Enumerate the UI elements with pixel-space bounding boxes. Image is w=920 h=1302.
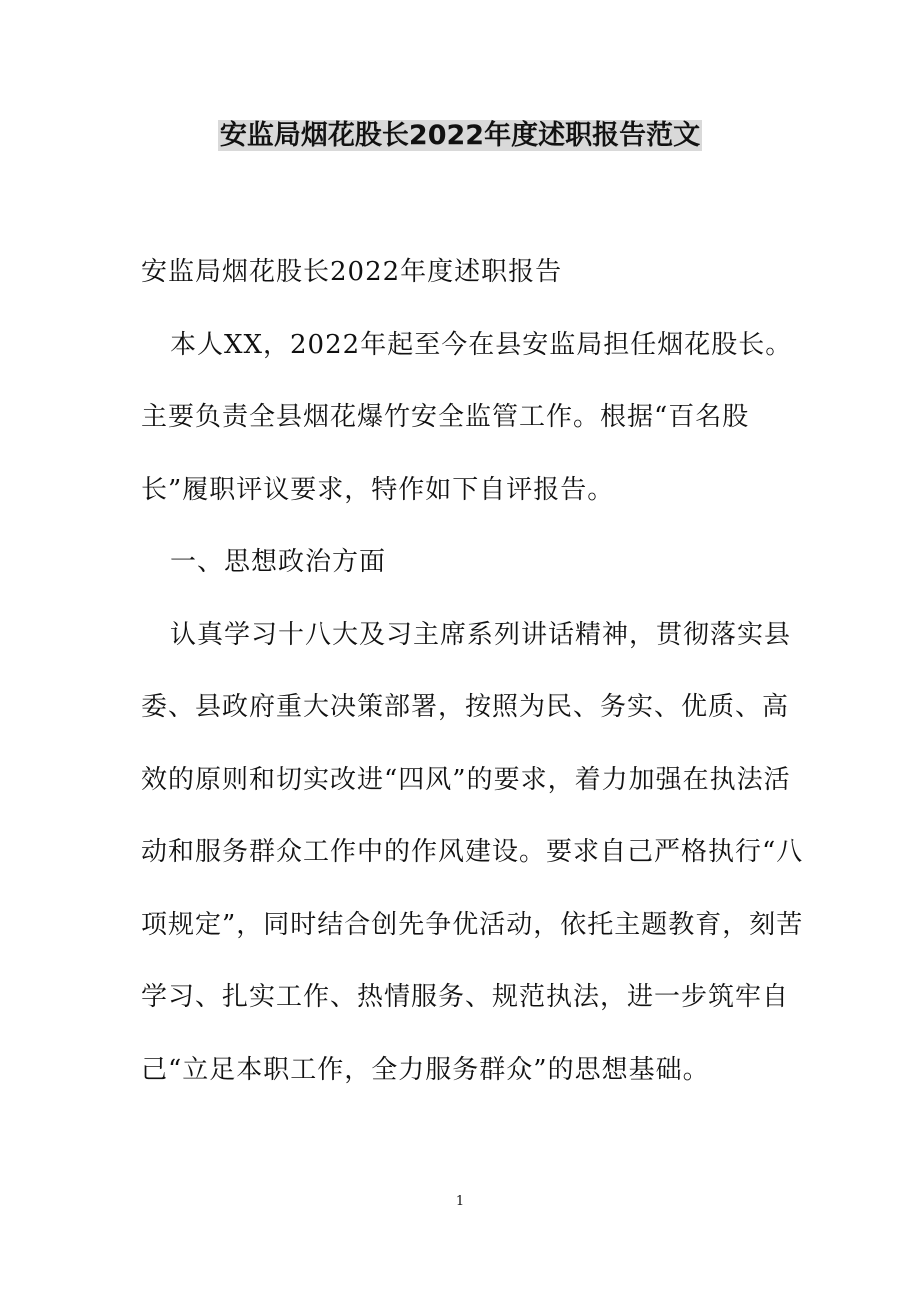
document-title bbox=[0, 118, 920, 154]
document-title-text: 安监局烟花股长2022年度述职报告范文 bbox=[219, 120, 701, 151]
intro-paragraph: 本人XX，2022年起至今在县安监局担任烟花股长。主要负责全县烟花爆竹安全监管工作。根据“百名股长”履职评议要求，特作如下自评报告。 bbox=[141, 329, 793, 505]
page-number: 1 bbox=[455, 1194, 465, 1209]
report-subtitle: 安监局烟花股长2022年度述职报告 bbox=[141, 257, 563, 287]
document-body bbox=[141, 236, 811, 1106]
section-heading: 一、思想政治方面 bbox=[170, 547, 387, 577]
body-paragraph: 认真学习十八大及习主席系列讲话精神，贯彻落实县委、县政府重大决策部署，按照为民、务实、优质、高效的原则和切实改进“四风”的要求，着力加强在执法活动和服务群众工作中的作风建设。要求自己严格执行“八项规定”，同时结合创先争优活动，依托主题教育，刻苦学习、扎实工作、热情服务、规范执法，进一步筑牢自己“立足本职工作，全力服务群众”的思想基础。 bbox=[141, 619, 804, 1085]
